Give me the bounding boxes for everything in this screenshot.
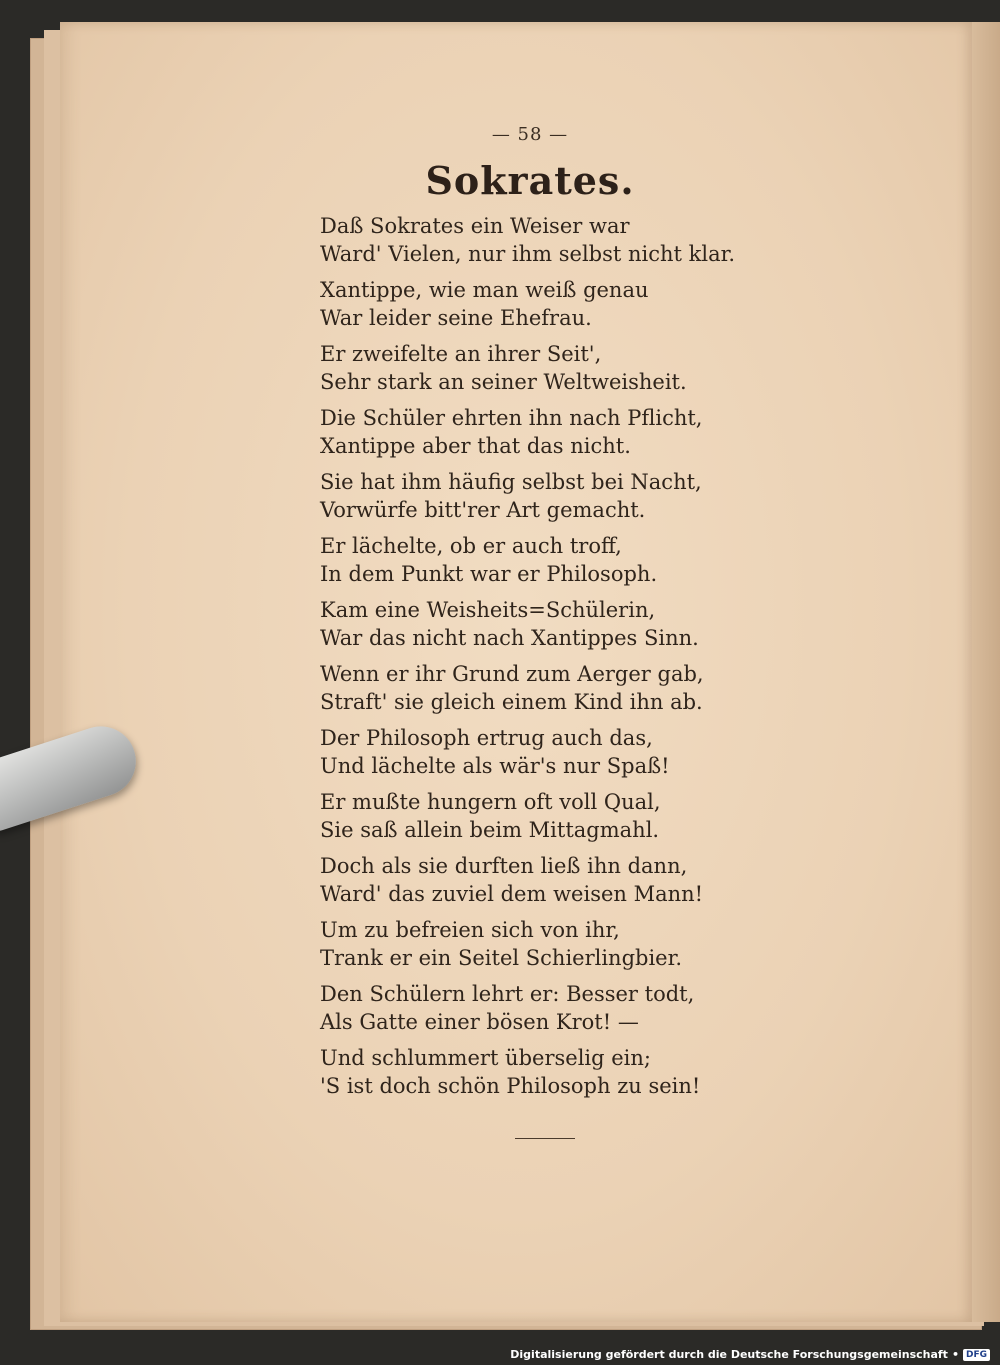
verse-line: Xantippe, wie man weiß genau: [320, 278, 649, 302]
verse-line: Um zu befreien sich von ihr,: [320, 918, 620, 942]
verse-line: Vorwürfe bitt'rer Art gemacht.: [320, 498, 646, 522]
verse-line: Die Schüler ehrten ihn nach Pflicht,: [320, 406, 703, 430]
verse-line: War leider seine Ehefrau.: [320, 306, 592, 330]
verse-line: Und schlummert überselig ein;: [320, 1046, 651, 1070]
verse-line: Xantippe aber that das nicht.: [320, 434, 631, 458]
verse-line: Den Schülern lehrt er: Besser todt,: [320, 982, 695, 1006]
verse-line: Er zweifelte an ihrer Seit',: [320, 342, 602, 366]
verse-line: Er lächelte, ob er auch troff,: [320, 534, 622, 558]
verse-line: Der Philosoph ertrug auch das,: [320, 726, 653, 750]
stanza: [320, 532, 740, 588]
verse-line: Sie saß allein beim Mittagmahl.: [320, 818, 660, 842]
stanza: [320, 404, 740, 460]
verse-line: Trank er ein Seitel Schierlingbier.: [320, 946, 683, 970]
stanza: [320, 1044, 740, 1100]
stanza: [320, 340, 740, 396]
stanza: [320, 596, 740, 652]
verse-line: Daß Sokrates ein Weiser war: [320, 214, 630, 238]
facing-page-edge: [972, 22, 1000, 1322]
verse-line: Und lächelte als wär's nur Spaß!: [320, 754, 670, 778]
stanza: [320, 916, 740, 972]
verse-line: Kam eine Weisheits=Schülerin,: [320, 598, 656, 622]
verse-line: 'S ist doch schön Philosoph zu sein!: [320, 1074, 701, 1098]
stanza: [320, 724, 740, 780]
verse-line: Sehr stark an seiner Weltweisheit.: [320, 370, 687, 394]
stanza: [320, 660, 740, 716]
verse-line: Wenn er ihr Grund zum Aerger gab,: [320, 662, 704, 686]
footer-credit: [510, 1348, 990, 1361]
poem-body: [320, 212, 740, 1108]
stanza: [320, 788, 740, 844]
stanza: [320, 212, 740, 268]
footer-text: Digitalisierung gefördert durch die Deutsche Forschungsgemeinschaft: [510, 1348, 948, 1361]
verse-line: War das nicht nach Xantippes Sinn.: [320, 626, 699, 650]
verse-line: Als Gatte einer bösen Krot! —: [320, 1010, 639, 1034]
verse-line: Ward' das zuviel dem weisen Mann!: [320, 882, 704, 906]
stanza: [320, 852, 740, 908]
verse-line: Ward' Vielen, nur ihm selbst nicht klar.: [320, 242, 736, 266]
verse-line: Er mußte hungern oft voll Qual,: [320, 790, 661, 814]
stanza: [320, 468, 740, 524]
verse-line: In dem Punkt war er Philosoph.: [320, 562, 658, 586]
page-number: — 58 —: [491, 124, 569, 145]
end-rule: [515, 1138, 575, 1139]
footer-separator: •: [951, 1348, 959, 1361]
verse-line: Straft' sie gleich einem Kind ihn ab.: [320, 690, 703, 714]
stanza: [320, 980, 740, 1036]
poem-title: Sokrates.: [425, 158, 635, 203]
verse-line: Doch als sie durften ließ ihn dann,: [320, 854, 688, 878]
dfg-logo-icon: DFG: [963, 1349, 990, 1361]
verse-line: Sie hat ihm häufig selbst bei Nacht,: [320, 470, 702, 494]
stanza: [320, 276, 740, 332]
